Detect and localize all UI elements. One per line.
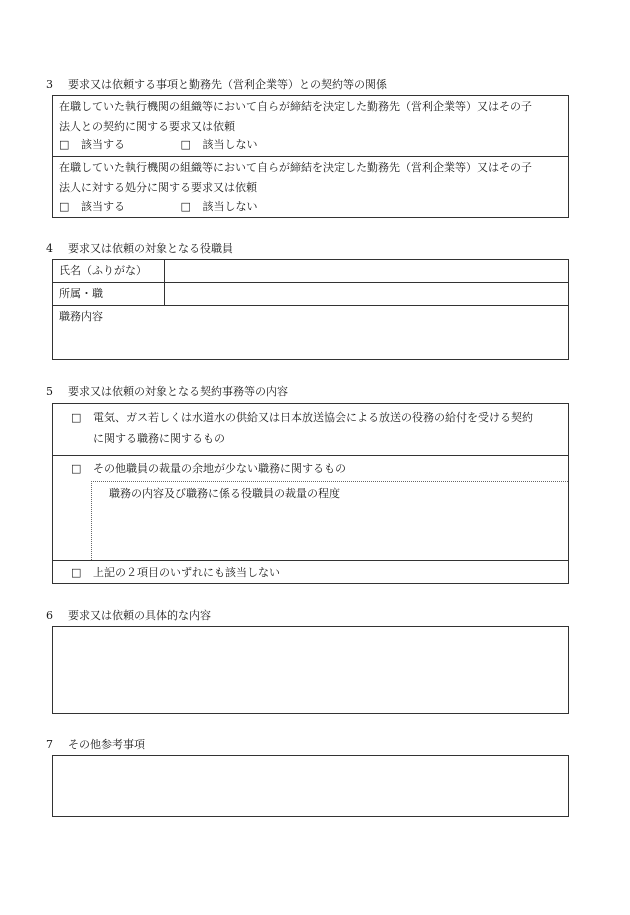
section-3-table: [52, 95, 569, 218]
section-title: 要求又は依頼する事項と勤務先（営利企業等）との契約等の関係: [68, 78, 387, 91]
option-label: 該当する: [81, 200, 125, 213]
option-not-applicable[interactable]: [181, 135, 258, 155]
row-2-line-1: 在職していた執行機関の組織等において自らが締結を決定した勤務先（営利企業等）又はその子: [59, 161, 532, 174]
row-1-line-1: 在職していた執行機関の組織等において自らが締結を決定した勤務先（営利企業等）又はその子: [59, 100, 532, 113]
option-label: 該当しない: [202, 138, 258, 151]
checkbox[interactable]: □: [59, 138, 70, 151]
checkbox[interactable]: □: [71, 566, 82, 579]
section-number: 6: [46, 609, 53, 622]
section-5-table: [52, 403, 569, 584]
item-1-line-2: に関する職務に関するもの: [93, 432, 225, 445]
section-7-heading: [46, 738, 145, 752]
item-2[interactable]: [71, 459, 562, 479]
option-not-applicable[interactable]: [181, 197, 258, 217]
name-label: 氏名（ふりがな）: [59, 264, 147, 277]
row-2-options: [59, 197, 562, 217]
dept-label: 所属・職: [59, 287, 103, 300]
section-7-field[interactable]: [52, 755, 569, 817]
section-6-field[interactable]: [52, 626, 569, 714]
row-2-line-2: 法人に対する処分に関する要求又は依頼: [59, 181, 257, 194]
section-4-table: [52, 259, 569, 360]
row-1-options: [59, 135, 562, 155]
section-4-heading: [46, 242, 233, 256]
row-divider: [53, 560, 568, 561]
option-label: 該当する: [81, 138, 125, 151]
section-number: 3: [46, 78, 53, 91]
duty-field[interactable]: [53, 327, 568, 359]
checkbox[interactable]: □: [71, 462, 82, 475]
section-number: 4: [46, 242, 53, 255]
option-label: 該当しない: [202, 200, 258, 213]
item-3-label: 上記の２項目のいずれにも該当しない: [93, 566, 280, 579]
section-title: その他参考事項: [68, 738, 145, 751]
checkbox[interactable]: □: [71, 411, 82, 424]
option-applicable[interactable]: [59, 135, 177, 155]
checkbox[interactable]: □: [180, 200, 191, 213]
row-divider: [53, 455, 568, 456]
option-applicable[interactable]: [59, 197, 177, 217]
name-field[interactable]: [165, 260, 569, 282]
section-number: 5: [46, 385, 53, 398]
checkbox[interactable]: □: [59, 200, 70, 213]
duty-label: 職務内容: [59, 310, 103, 323]
item-1-line-1: 電気、ガス若しくは水道水の供給又は日本放送協会による放送の役務の給付を受ける契約: [93, 411, 533, 424]
row-divider: [53, 156, 568, 157]
dept-field[interactable]: [165, 283, 569, 305]
item-2-sub-label: 職務の内容及び職務に係る役職員の裁量の程度: [109, 487, 340, 500]
section-title: 要求又は依頼の対象となる役職員: [68, 242, 233, 255]
item-2-detail-field[interactable]: [92, 504, 568, 560]
section-3-heading: [46, 78, 387, 92]
section-6-heading: [46, 609, 211, 623]
section-title: 要求又は依頼の対象となる契約事務等の内容: [68, 385, 288, 398]
item-2-label: その他職員の裁量の余地が少ない職務に関するもの: [93, 462, 346, 475]
item-3[interactable]: [71, 563, 562, 583]
section-title: 要求又は依頼の具体的な内容: [68, 609, 211, 622]
checkbox[interactable]: □: [180, 138, 191, 151]
section-5-heading: [46, 385, 288, 399]
dotted-divider: [91, 481, 568, 482]
column-divider: [164, 260, 165, 305]
row-divider: [53, 305, 568, 306]
item-1[interactable]: [71, 408, 562, 428]
row-1-line-2: 法人との契約に関する要求又は依頼: [59, 120, 235, 133]
section-number: 7: [46, 738, 53, 751]
